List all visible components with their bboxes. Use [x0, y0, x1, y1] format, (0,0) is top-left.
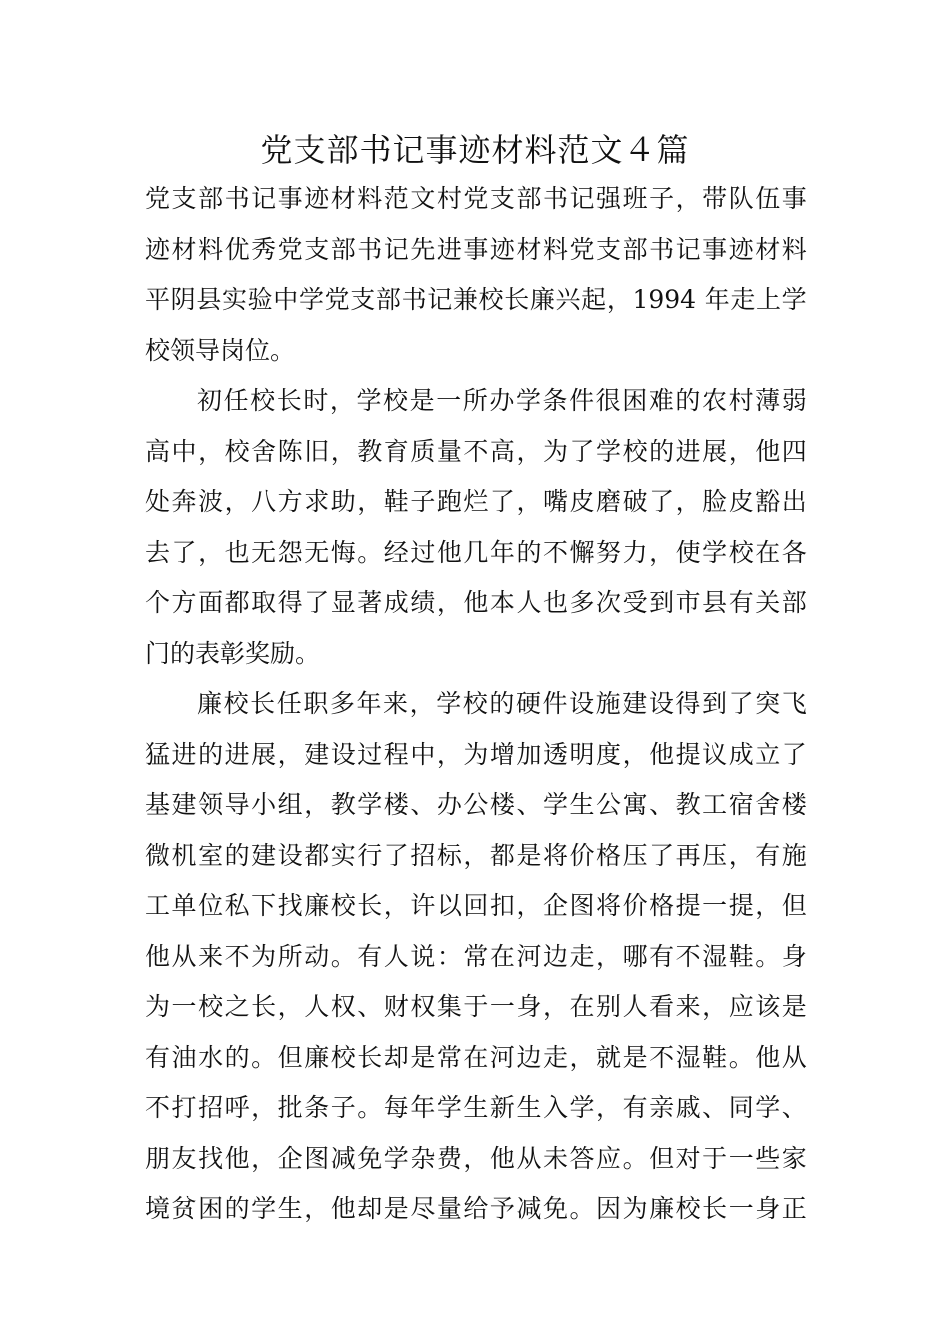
text-line: 基 建 领 导 小 组 ， 教 学 楼 、 办 公 楼 、 学 生 公 寓 、 教 工 宿 舍 楼: [145, 790, 807, 819]
text-line: 为 一 校 之 长 ， 人 权 、 财 权 集 于 一 身 ， 在 别 人 看 来 ， 应 该 是: [145, 992, 807, 1021]
text-line: 门的表彰奖励。: [145, 638, 321, 668]
text-line: 高 中 ， 校 舍 陈 旧 ， 教 育 质 量 不 高 ， 为 了 学 校 的 进 展 ， 他 四: [145, 436, 807, 466]
document-body: [145, 174, 807, 1235]
text-line: 校领导岗位。: [145, 335, 296, 365]
text-line: 朋 友 找 他 ， 企 图 减 免 学 杂 费 ， 他 从 未 答 应 。 但 对 于 一 些 家: [145, 1143, 807, 1173]
text-line: 不 打 招 呼 ， 批 条 子 。 每 年 学 生 新 生 入 学 ， 有 亲 戚 、 同 学 、: [145, 1093, 807, 1122]
text-line: 猛 进 的 进 展 ， 建 设 过 程 中 ， 为 增 加 透 明 度 ， 他 提 议 成 立 了: [145, 739, 807, 769]
text-line: 境 贫 困 的 学 生 ， 他 却 是 尽 量 给 予 减 免 。 因 为 廉 校 长 一 身 正: [145, 1194, 807, 1223]
text-line: 他 从 来 不 为 所 动 。 有 人 说 ： 常 在 河 边 走 ， 哪 有 不 湿 鞋 。 身: [145, 941, 807, 971]
text-line: 迹 材 料 优 秀 党 支 部 书 记 先 进 事 迹 材 料 党 支 部 书 记 事 迹 材 料: [145, 234, 807, 264]
text-line: 党 支 部 书 记 事 迹 材 料 范 文 村 党 支 部 书 记 强 班 子 ， 带 队 伍 事: [145, 184, 807, 213]
text-line: 处 奔 波 ， 八 方 求 助 ， 鞋 子 跑 烂 了 ， 嘴 皮 磨 破 了 ， 脸 皮 豁 出: [145, 487, 807, 516]
text-line: 个 方 面 都 取 得 了 显 著 成 绩 ， 他 本 人 也 多 次 受 到 市 县 有 关 部: [145, 588, 807, 617]
text-line: 廉 校 长 任 职 多 年 来 ， 学 校 的 硬 件 设 施 建 设 得 到 了 突 飞: [197, 689, 807, 718]
text-line: 工 单 位 私 下 找 廉 校 长 ， 许 以 回 扣 ， 企 图 将 价 格 提 一 提 ， 但: [145, 891, 807, 920]
text-line: 去 了 ， 也 无 怨 无 悔 。 经 过 他 几 年 的 不 懈 努 力 ， 使 学 校 在 各: [145, 537, 807, 567]
text-line: 平 阴 县 实 验 中 学 党 支 部 书 记 兼 校 长 廉 兴 起 ， 1994 年 走 上 学: [145, 285, 807, 314]
text-line: 有 油 水 的 。 但 廉 校 长 却 是 常 在 河 边 走 ， 就 是 不 湿 鞋 。 他 从: [145, 1042, 807, 1072]
text-line: 初 任 校 长 时 ， 学 校 是 一 所 办 学 条 件 很 困 难 的 农 村 薄 弱: [197, 386, 807, 415]
document-title: 党支部书记事迹材料范文４篇: [260, 131, 690, 169]
text-line: 微 机 室 的 建 设 都 实 行 了 招 标 ， 都 是 将 价 格 压 了 再 压 ， 有 施: [145, 840, 807, 870]
